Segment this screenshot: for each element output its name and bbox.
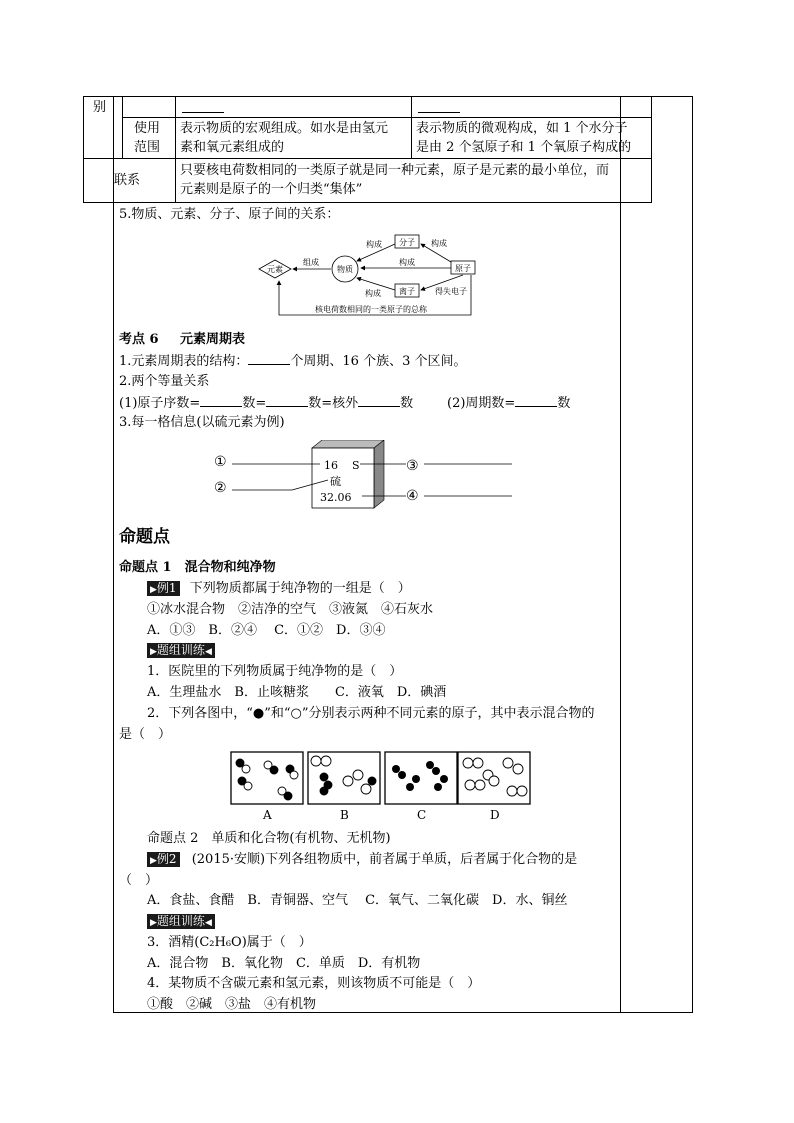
p2-title: 命题点 2 单质和化合物(有机物、无机物) <box>147 831 391 846</box>
ion-label: 离子 <box>399 287 415 296</box>
q1-options: A．生理盐水 B．止咳糖浆 C．液氧 D．碘酒 <box>147 685 447 700</box>
usage-label-1: 使用 <box>134 121 161 136</box>
relation-text-2: 元素则是原子的一个归类“集体” <box>180 182 363 197</box>
frame-inner-right <box>620 96 621 1013</box>
ex1-items: ①冰水混合物 ②洁净的空气 ③液氮 ④石灰水 <box>147 602 434 617</box>
element-label: 元素 <box>267 265 283 274</box>
marker-2: ② <box>214 480 227 496</box>
marker-1: ① <box>214 454 227 470</box>
marker-3: ③ <box>406 458 419 474</box>
ex2-line2: （ ） <box>119 873 159 888</box>
construct-label-4: 构成 <box>365 289 381 298</box>
kaodian6-title: 元素周期表 <box>180 332 246 347</box>
marker-4: ④ <box>406 488 419 504</box>
kd6-line3: (1)原子序数= 数= 数=核外 数 <box>119 396 414 411</box>
macro-text-1: 表示物质的宏观组成。如水是由氢元 <box>180 121 389 136</box>
box-label-c: C <box>417 808 427 821</box>
kd6-line1: 1.元素周期表的结构： 个周期、16 个族、3 个区间。 <box>119 354 467 369</box>
macro-text-2: 素和氧元素组成的 <box>180 140 285 155</box>
ex2-tag: ▶例2 <box>147 852 180 867</box>
p1-title: 命题点 1 混合物和纯净物 <box>119 560 276 575</box>
box-label-d: D <box>490 808 500 821</box>
q2-line1: 2．下列各图中，“●”和“○”分别表示两种不同元素的原子，其中表示混合物的 <box>147 706 595 721</box>
cell-mass: 32.06 <box>320 491 352 504</box>
q1: 1．医院里的下列物质属于纯净物的是（ ） <box>147 664 403 679</box>
ex2-options: A．食盐、食醋 B．青铜器、空气 C．氧气、二氧化碳 D．水、铜丝 <box>147 893 568 908</box>
kd6-line3-right: (2)周期数= 数 <box>447 396 571 411</box>
molecule-label: 分子 <box>399 238 415 247</box>
section5-title: 5.物质、元素、分子、原子间的关系： <box>119 207 340 222</box>
box-label-a: A <box>263 808 272 821</box>
substance-label: 物质 <box>337 265 353 274</box>
kaodian6-number: 考点 6 <box>119 332 159 347</box>
q4: 4．某物质不含碳元素和氢元素，则该物质不可能是（ ） <box>147 976 481 991</box>
atom-label: 原子 <box>455 264 471 273</box>
box-label-b: B <box>340 808 349 821</box>
q2-line2: 是（ ） <box>119 727 172 742</box>
construct-label-2: 构成 <box>431 239 447 248</box>
relation-label: 联系 <box>114 173 141 188</box>
construct-label-1: 构成 <box>366 240 382 249</box>
q3-options: A．混合物 B．氧化物 C．单质 D．有机物 <box>147 956 421 971</box>
ex2-line: ▶例2 (2015·安顺)下列各组物质中，前者属于单质，后者属于化合物的是 <box>147 851 577 869</box>
construct-label-3: 构成 <box>399 258 415 267</box>
kd6-line2: 2.两个等量关系 <box>119 374 210 389</box>
row0-label: 别 <box>93 100 107 115</box>
ex1-line: ▶例1 下列物质都属于纯净物的一组是（ ） <box>147 580 411 598</box>
q3: 3．酒精(C₂H₆O)属于（ ） <box>147 935 312 950</box>
cell-symbol: S <box>352 459 360 472</box>
usage-label-2: 范围 <box>134 140 161 155</box>
sulfur-cell-diagram <box>212 440 514 510</box>
lose-gain-label: 得失电子 <box>435 287 467 296</box>
compose-label: 组成 <box>303 258 319 267</box>
frame-left <box>113 96 114 1013</box>
train-tag-2: ▶题组训练◀ <box>147 913 215 931</box>
cell-number: 16 <box>324 459 338 472</box>
micro-text-1: 表示物质的微观构成，如 1 个水分子 <box>416 121 628 136</box>
train-tag-1: ▶题组训练◀ <box>147 642 215 660</box>
kd6-line4: 3.每一格信息(以硫元素为例) <box>119 415 285 430</box>
molecule-boxes <box>230 751 532 821</box>
mingti-heading: 命题点 <box>119 527 170 547</box>
relation-diagram <box>255 232 487 322</box>
frame-right <box>692 96 693 1013</box>
relation-text-1: 只要核电荷数相同的一类原子就是同一种元素，原子是元素的最小单位，而 <box>180 163 610 178</box>
ex1-options: A．①③ B．②④ C．①② D．③④ <box>147 623 386 638</box>
micro-text-2: 是由 2 个氢原子和 1 个氧原子构成的 <box>416 140 632 155</box>
bottom-label: 核电荷数相同的一类原子的总称 <box>315 305 427 314</box>
ex1-tag: ▶例1 <box>147 581 180 596</box>
cell-name: 硫 <box>330 475 341 488</box>
q4-options: ①酸 ②碱 ③盐 ④有机物 <box>147 997 317 1012</box>
